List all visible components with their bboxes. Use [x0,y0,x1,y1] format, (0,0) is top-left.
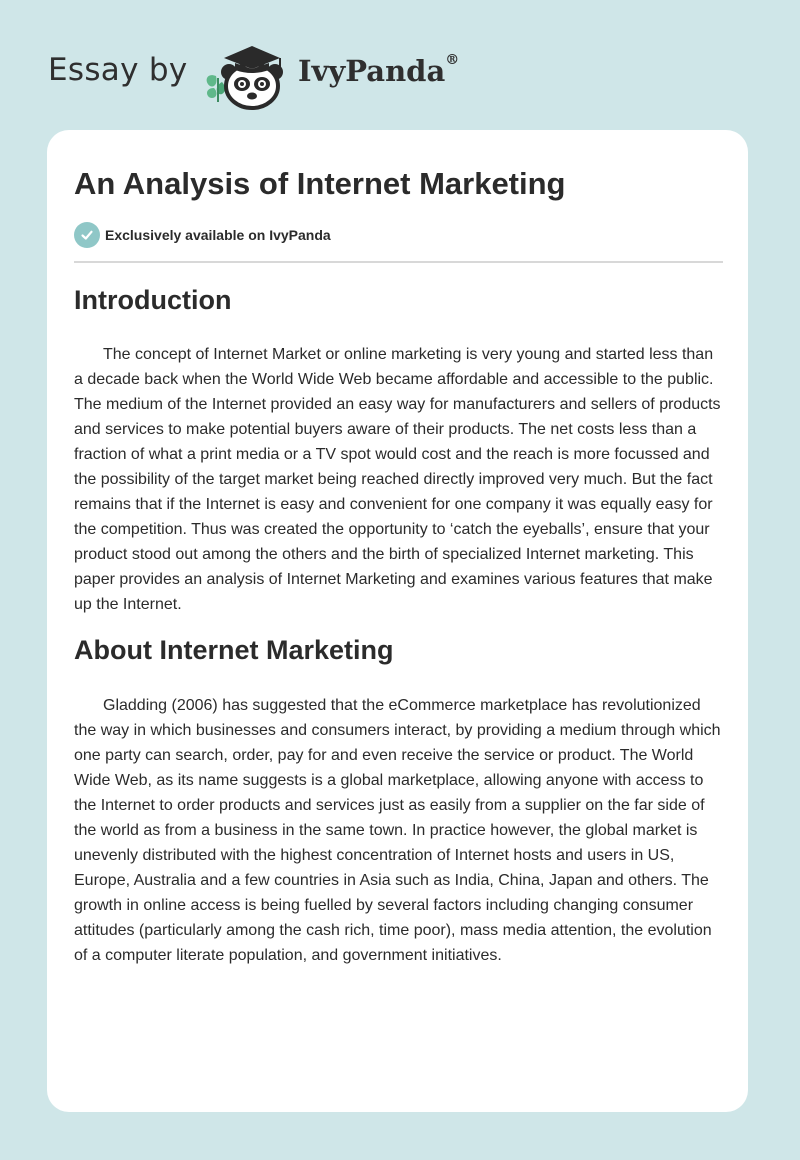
ivypanda-logo[interactable] [202,36,294,110]
essay-by-label: Essay by [48,52,188,88]
ivypanda-brand[interactable] [298,54,459,88]
exclusive-badge-label: Exclusively available on IvyPanda [105,227,331,243]
section-heading-introduction: Introduction [74,285,232,315]
essay-card [47,130,748,1112]
title-divider [74,261,723,263]
checkmark-icon [74,222,100,248]
brand-name: IvyPanda [298,54,446,88]
page-title: An Analysis of Internet Marketing [74,166,566,201]
section-body-about-internet-marketing: Gladding (2006) has suggested that the eCommerce marketplace has revolutionized the way in which businesses and consumers interact, by providing a medium through which one party can search, order, pay for and even receive the service or product. The World Wide Web, as its name suggests is a global marketplace, allowing anyone with access to the Internet to order products and services just as easily from a supplier on the far side of the world as from a business in the same town. In practice however, the global market is unevenly distributed with the highest concentration of Internet hosts and users in US, Europe, Australia and a few countries in Asia such as India, China, Japan and others. The growth in online access is being fuelled by several factors including changing consumer attitudes (particularly among the cash rich, time poor), mass media attention, the evolution of a computer literate population, and government initiatives. [74,697,721,964]
section-body-introduction: The concept of Internet Market or online marketing is very young and started less than a decade back when the World Wide Web became affordable and accessible to the public. The medium of the Internet provided an easy way for manufacturers and sellers of products and services to make potential buyers aware of their products. The net costs less than a fraction of what a print media or a TV spot would cost and the reach is more focussed and the possibility of the target market being reached directly improved very much. But the fact remains that if the Internet is easy and convenient for one company it was equally easy for the competition. Thus was created the opportunity to ‘catch the eyeballs’, ensure that your product stood out among the others and the birth of specialized Internet marketing. This paper provides an analysis of Internet Marketing and examines various features that make up the Internet. [74,346,721,613]
exclusive-badge [74,222,331,248]
section-heading-about-internet-marketing: About Internet Marketing [74,635,394,665]
panda-graduation-cap-icon [221,46,283,108]
registered-mark: ® [445,52,460,68]
ivy-leaf-icon [207,75,225,102]
site-header [48,36,548,110]
